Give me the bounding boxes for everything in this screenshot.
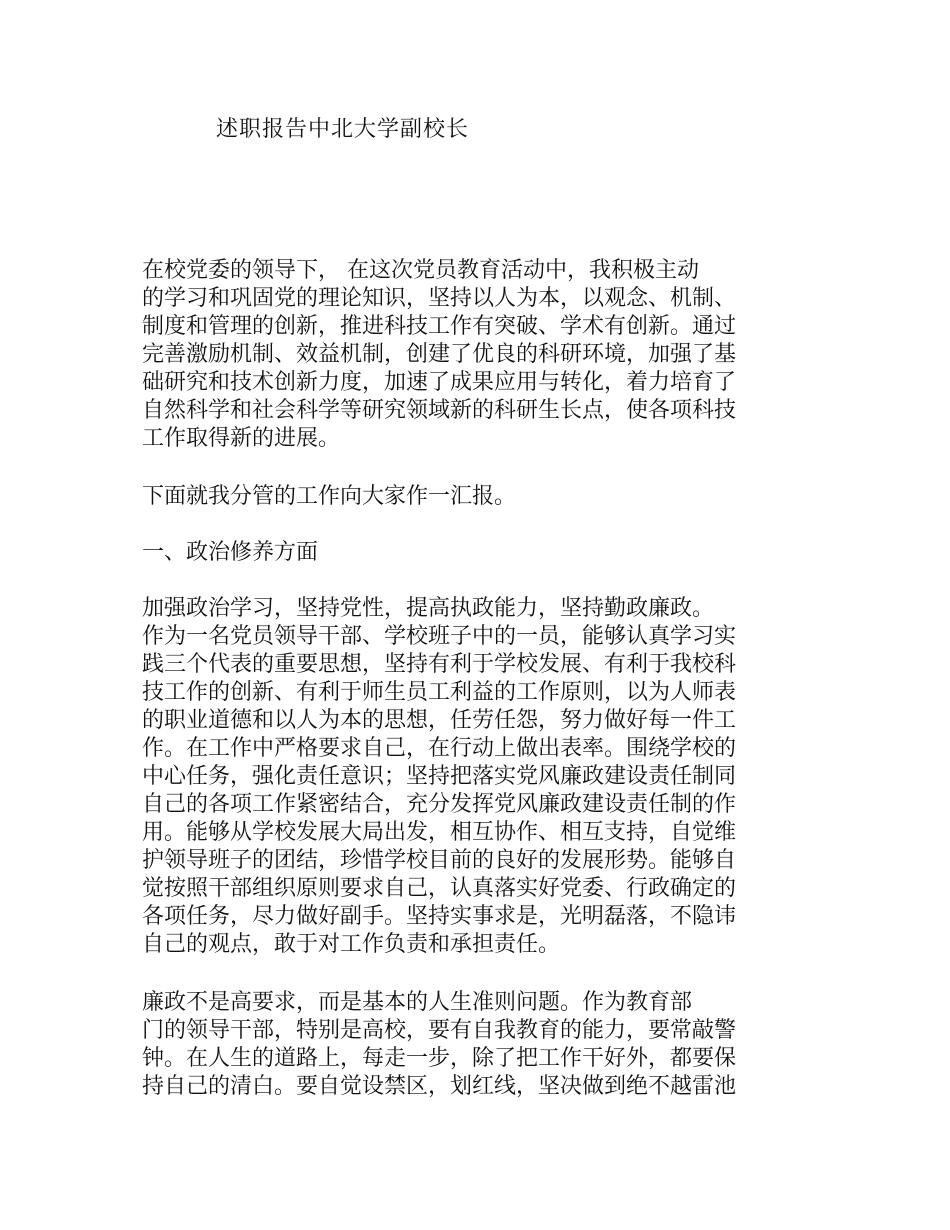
body-line: 作。在工作中严格要求自己，在行动上做出表率。围绕学校的 <box>142 736 737 761</box>
body-line: 持自己的清白。要自觉设禁区，划红线，坚决做到绝不越雷池 <box>142 1074 737 1099</box>
body-line: 护领导班子的团结，珍惜学校目前的良好的发展形势。能够自 <box>142 848 737 873</box>
body-line: 制度和管理的创新，推进科技工作有突破、学术有创新。通过 <box>142 314 737 339</box>
body-line: 的学习和巩固党的理论知识，坚持以人为本，以观念、机制、 <box>142 286 737 311</box>
body-line: 工作取得新的进展。 <box>142 426 341 451</box>
body-line: 下面就我分管的工作向大家作一汇报。 <box>142 484 517 509</box>
body-line: 中心任务，强化责任意识；坚持把落实党风廉政建设责任制同 <box>142 764 737 789</box>
body-line: 用。能够从学校发展大局出发，相互协作、相互支持，自觉维 <box>142 820 737 845</box>
body-line: 在校党委的领导下， 在这次党员教育活动中，我积极主动 <box>142 258 699 283</box>
body-line: 觉按照干部组织原则要求自己，认真落实好党委、行政确定的 <box>142 876 737 901</box>
section-heading: 一、政治修养方面 <box>142 540 319 565</box>
body-line: 完善激励机制、效益机制，创建了优良的科研环境，加强了基 <box>142 342 737 367</box>
body-line: 廉政不是高要求，而是基本的人生准则问题。作为教育部 <box>142 990 693 1015</box>
body-line: 加强政治学习，坚持党性，提高执政能力，坚持勤政廉政。 <box>142 596 715 621</box>
body-line: 践三个代表的重要思想，坚持有利于学校发展、有利于我校科 <box>142 652 737 677</box>
body-line: 自己的各项工作紧密结合，充分发挥党风廉政建设责任制的作 <box>142 792 737 817</box>
body-line: 自然科学和社会科学等研究领域新的科研生长点，使各项科技 <box>142 398 737 423</box>
body-line: 作为一名党员领导干部、学校班子中的一员，能够认真学习实 <box>142 624 737 649</box>
body-line: 各项任务，尽力做好副手。坚持实事求是，光明磊落，不隐讳 <box>142 904 737 929</box>
document-title: 述职报告中北大学副校长 <box>216 117 470 142</box>
body-line: 自己的观点，敢于对工作负责和承担责任。 <box>142 932 561 957</box>
body-line: 门的领导干部，特别是高校，要有自我教育的能力，要常敲警 <box>142 1018 737 1043</box>
body-line: 的职业道德和以人为本的思想，任劳任怨，努力做好每一件工 <box>142 708 737 733</box>
body-line: 技工作的创新、有利于师生员工利益的工作原则，以为人师表 <box>142 680 737 705</box>
body-line: 础研究和技术创新力度，加速了成果应用与转化，着力培育了 <box>142 370 737 395</box>
body-line: 钟。在人生的道路上，每走一步，除了把工作干好外，都要保 <box>142 1046 737 1071</box>
